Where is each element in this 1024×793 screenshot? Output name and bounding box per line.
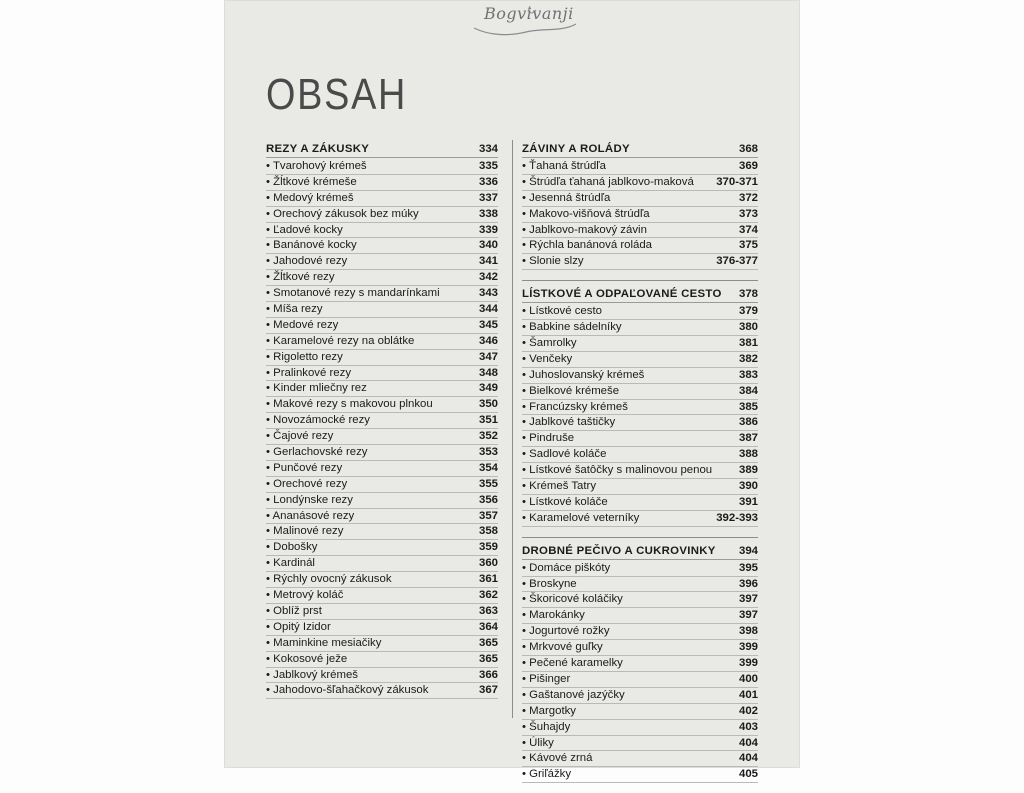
toc-entry[interactable]	[522, 207, 758, 223]
toc-entry-title: • Jahodovo-šľahačkový zákusok	[266, 684, 429, 697]
toc-entry[interactable]	[266, 572, 498, 588]
toc-entry-page-number: 365	[478, 636, 498, 649]
toc-entry-title: • Maminkine mesiačiky	[266, 636, 382, 649]
section-page-number: 368	[738, 143, 758, 155]
toc-entry[interactable]	[266, 477, 498, 493]
toc-entry-title: • Jablkové taštičky	[522, 416, 616, 429]
toc-entry[interactable]	[522, 495, 758, 511]
toc-entry-title: • Kinder mliečny rez	[266, 382, 367, 395]
toc-entry-title: • Medové rezy	[266, 318, 339, 331]
toc-entry-page-number: 343	[478, 287, 498, 300]
toc-entry[interactable]	[266, 334, 498, 350]
toc-entry-title: • Lístkové šatôčky s malinovou penou	[522, 464, 713, 477]
toc-entry-page-number: 372	[738, 191, 758, 204]
toc-entry-title: • Ťahaná štrúdľa	[522, 160, 606, 172]
toc-entry-title: • Čajové rezy	[266, 430, 334, 443]
toc-entry-title: • Slonie slzy	[522, 255, 584, 268]
toc-entry[interactable]	[522, 736, 758, 752]
toc-entry[interactable]	[266, 588, 498, 604]
toc-entry-page-number: 370-371	[716, 175, 758, 188]
toc-entry-page-number: 344	[478, 303, 498, 316]
toc-entry-title: • Kokosové ježe	[266, 652, 348, 665]
toc-entry[interactable]	[266, 318, 498, 334]
toc-entry-page-number: 340	[478, 239, 498, 252]
toc-entry-page-number: 354	[478, 461, 498, 474]
toc-entry[interactable]	[266, 604, 498, 620]
toc-entry-title: • Žĺtkové krémeše	[266, 175, 357, 188]
toc-entry[interactable]	[522, 336, 758, 352]
toc-entry-page-number: 373	[738, 207, 758, 220]
toc-entry-page-number: 402	[738, 704, 758, 717]
toc-entry-title: • Jesenná štrúdľa	[522, 191, 611, 204]
section-separator	[522, 280, 758, 281]
toc-entry-page-number: 396	[738, 577, 758, 590]
toc-left-column	[266, 142, 498, 709]
toc-section-heading[interactable]	[522, 142, 758, 158]
section-page-number: 378	[738, 288, 758, 301]
toc-entry-title: • Banánové kocky	[266, 239, 357, 252]
toc-entry-page-number: 339	[478, 223, 498, 236]
toc-entry-page-number: 376-377	[716, 255, 758, 268]
toc-entry-page-number: 357	[478, 509, 498, 522]
toc-entry-title: • Ananásové rezy	[266, 509, 355, 522]
toc-entry-title: • Smotanové rezy s mandarínkami	[266, 287, 440, 300]
toc-entry-page-number: 336	[478, 175, 498, 188]
toc-entry-title: • Tvarohový krémeš	[266, 160, 367, 172]
toc-entry[interactable]	[522, 400, 758, 416]
toc-entry-title: • Oblíž prst	[266, 604, 322, 617]
toc-entry-page-number: 382	[738, 352, 758, 365]
toc-entry[interactable]	[266, 191, 498, 207]
toc-entry[interactable]	[266, 445, 498, 461]
toc-entry-title: • Malinové rezy	[266, 525, 344, 538]
toc-entry-page-number: 355	[478, 477, 498, 490]
toc-entry-page-number: 359	[478, 541, 498, 554]
toc-entry-page-number: 349	[478, 382, 498, 395]
page-title: OBSAH	[266, 70, 408, 119]
toc-entry-title: • Karamelové veterníky	[522, 511, 640, 524]
toc-entry-title: • Makové rezy s makovou plnkou	[266, 398, 433, 411]
toc-entry-title: • Mrkvové guľky	[522, 641, 603, 654]
toc-section-heading[interactable]	[522, 544, 758, 560]
toc-entry-page-number: 404	[738, 752, 758, 765]
toc-section	[522, 142, 758, 270]
toc-entry-page-number: 381	[738, 337, 758, 350]
toc-entry-page-number: 397	[738, 593, 758, 606]
toc-entry[interactable]	[266, 668, 498, 684]
toc-entry[interactable]	[522, 561, 758, 577]
toc-entry-page-number: 351	[478, 414, 498, 427]
toc-entry-title: • Rýchly ovocný zákusok	[266, 573, 392, 586]
toc-entry-title: • Kávové zrná	[522, 752, 593, 765]
toc-entry-title: • Venčeky	[522, 352, 573, 365]
toc-entry[interactable]	[266, 540, 498, 556]
toc-entry-page-number: 400	[738, 672, 758, 685]
toc-entry-page-number: 358	[478, 525, 498, 538]
toc-entry-page-number: 380	[738, 321, 758, 334]
toc-entry[interactable]	[522, 767, 758, 783]
toc-entry-title: • Orechové rezy	[266, 477, 348, 490]
toc-entry[interactable]	[522, 447, 758, 463]
toc-entry-page-number: 352	[478, 430, 498, 443]
toc-entry-page-number: 401	[738, 688, 758, 701]
toc-entry-title: • Rýchla banánová roláda	[522, 239, 653, 252]
section-separator	[522, 537, 758, 538]
toc-entry[interactable]	[522, 304, 758, 320]
section-page-number: 394	[738, 544, 758, 557]
toc-entry[interactable]	[266, 286, 498, 302]
toc-entry-page-number: 338	[478, 207, 498, 220]
toc-entry-page-number: 337	[478, 191, 498, 204]
toc-entry-title: • Punčové rezy	[266, 461, 343, 474]
toc-entry-page-number: 391	[738, 495, 758, 508]
toc-entry[interactable]	[522, 640, 758, 656]
toc-entry[interactable]	[266, 350, 498, 366]
toc-entry-page-number: 392-393	[716, 511, 758, 524]
toc-entry-title: • Míša rezy	[266, 303, 323, 316]
column-divider	[512, 140, 513, 718]
toc-entry-page-number: 384	[738, 384, 758, 397]
toc-entry-title: • Opitý Izidor	[266, 620, 331, 633]
toc-entry-page-number: 390	[738, 480, 758, 493]
toc-entry[interactable]	[266, 159, 498, 175]
toc-entry-title: • Rigoletto rezy	[266, 350, 343, 363]
toc-entry-page-number: 397	[738, 609, 758, 622]
toc-entry-page-number: 348	[478, 366, 498, 379]
toc-entry-page-number: 387	[738, 432, 758, 445]
toc-entry-title: • Londýnske rezy	[266, 493, 353, 506]
toc-entry[interactable]	[522, 159, 758, 175]
toc-entry-page-number: 385	[738, 400, 758, 413]
toc-entry[interactable]	[266, 429, 498, 445]
toc-entry-page-number: 342	[478, 271, 498, 284]
toc-section	[522, 287, 758, 526]
toc-entry-page-number: 365	[478, 652, 498, 665]
toc-entry[interactable]	[522, 320, 758, 336]
toc-section-heading[interactable]	[522, 287, 758, 303]
toc-entry[interactable]	[522, 463, 758, 479]
toc-right-column	[522, 142, 758, 793]
toc-entry-title: • Pečené karamelky	[522, 657, 623, 670]
toc-entry[interactable]	[522, 704, 758, 720]
toc-entry[interactable]	[522, 175, 758, 191]
toc-entry-title: • Dobošky	[266, 541, 318, 554]
toc-entry-title: • Medový krémeš	[266, 191, 354, 204]
toc-entry-page-number: 398	[738, 625, 758, 638]
toc-entry-page-number: 363	[478, 604, 498, 617]
toc-entry[interactable]	[522, 254, 758, 270]
toc-entry-title: • Jahodové rezy	[266, 255, 348, 268]
toc-entry[interactable]	[266, 493, 498, 509]
toc-entry-title: • Gerlachovské rezy	[266, 446, 368, 459]
toc-entry-page-number: 389	[738, 464, 758, 477]
toc-entry[interactable]	[266, 223, 498, 239]
toc-entry-title: • Karamelové rezy na oblátke	[266, 334, 415, 347]
section-heading-text: ZÁVINY A ROLÁDY	[522, 143, 630, 155]
section-page-number: 334	[478, 143, 498, 155]
toc-entry-title: • Jablkový krémeš	[266, 668, 358, 681]
toc-entry-title: • Gaštanové jazýčky	[522, 688, 625, 701]
toc-entry-page-number: 345	[478, 318, 498, 331]
book-logo-text: Bogvivanji	[484, 4, 574, 23]
toc-entry-title: • Makovo-višňová štrúdľa	[522, 207, 650, 220]
toc-entry-page-number: 356	[478, 493, 498, 506]
toc-entry-title: • Krémeš Tatry	[522, 480, 597, 493]
toc-entry-title: • Broskyne	[522, 577, 577, 590]
toc-entry[interactable]	[522, 608, 758, 624]
toc-entry-page-number: 405	[738, 768, 758, 781]
toc-entry[interactable]	[522, 656, 758, 672]
toc-entry[interactable]	[266, 238, 498, 254]
toc-entry-page-number: 366	[478, 668, 498, 681]
section-heading-text: LÍSTKOVÉ A ODPAĽOVANÉ CESTO	[522, 288, 722, 301]
toc-entry-title: • Metrový koláč	[266, 589, 344, 602]
toc-entry[interactable]	[522, 368, 758, 384]
toc-entry[interactable]	[522, 415, 758, 431]
toc-entry[interactable]	[266, 413, 498, 429]
toc-entry-title: • Domáce piškóty	[522, 561, 611, 574]
toc-entry-page-number: 364	[478, 620, 498, 633]
toc-entry-page-number: 383	[738, 368, 758, 381]
toc-entry-page-number: 362	[478, 589, 498, 602]
toc-entry[interactable]	[522, 238, 758, 254]
toc-entry-title: • Griľážky	[522, 768, 572, 781]
toc-entry[interactable]	[522, 479, 758, 495]
toc-entry[interactable]	[522, 384, 758, 400]
toc-entry-title: • Lístkové cesto	[522, 305, 602, 318]
toc-section	[266, 142, 498, 699]
toc-entry-title: • Bielkové krémeše	[522, 384, 620, 397]
toc-entry-page-number: 374	[738, 223, 758, 236]
toc-entry-title: • Škoricové koláčiky	[522, 593, 623, 606]
toc-entry-title: • Kardinál	[266, 557, 315, 570]
toc-entry[interactable]	[522, 592, 758, 608]
toc-entry-title: • Juhoslovanský krémeš	[522, 368, 645, 381]
toc-entry-title: • Novozámocké rezy	[266, 414, 371, 427]
toc-entry[interactable]	[266, 524, 498, 540]
toc-entry[interactable]	[522, 431, 758, 447]
toc-entry[interactable]	[266, 270, 498, 286]
toc-entry-page-number: 403	[738, 720, 758, 733]
toc-entry-page-number: 395	[738, 561, 758, 574]
toc-entry-title: • Štrúdľa ťahaná jablkovo-maková	[522, 175, 694, 188]
toc-entry[interactable]	[266, 207, 498, 223]
toc-section-heading[interactable]	[266, 142, 498, 158]
toc-entry-page-number: 347	[478, 350, 498, 363]
toc-entry[interactable]	[522, 191, 758, 207]
toc-entry-page-number: 335	[478, 160, 498, 172]
toc-entry-page-number: 341	[478, 255, 498, 268]
toc-entry[interactable]	[266, 509, 498, 525]
toc-entry-title: • Jablkovo-makový závin	[522, 223, 647, 236]
toc-entry[interactable]	[266, 683, 498, 699]
toc-entry[interactable]	[266, 620, 498, 636]
toc-entry[interactable]	[266, 652, 498, 668]
toc-entry-title: • Pindruše	[522, 432, 575, 445]
toc-entry[interactable]	[266, 302, 498, 318]
toc-entry-title: • Šamrolky	[522, 337, 577, 350]
toc-entry-page-number: 388	[738, 448, 758, 461]
toc-entry[interactable]	[266, 556, 498, 572]
toc-entry-page-number: 350	[478, 398, 498, 411]
toc-entry-title: • Šuhajdy	[522, 720, 571, 733]
toc-entry-page-number: 375	[738, 239, 758, 252]
toc-entry-title: • Pralinkové rezy	[266, 366, 352, 379]
toc-entry[interactable]	[266, 636, 498, 652]
toc-entry-page-number: 361	[478, 573, 498, 586]
toc-entry-page-number: 399	[738, 657, 758, 670]
toc-entry-page-number: 404	[738, 736, 758, 749]
toc-entry-page-number: 360	[478, 557, 498, 570]
toc-entry[interactable]	[522, 751, 758, 767]
toc-entry[interactable]	[522, 720, 758, 736]
toc-entry[interactable]	[522, 577, 758, 593]
toc-entry[interactable]	[522, 624, 758, 640]
toc-entry-title: • Marokánky	[522, 609, 585, 622]
toc-entry-title: • Sadlové koláče	[522, 448, 607, 461]
toc-entry[interactable]	[522, 688, 758, 704]
toc-section	[522, 544, 758, 783]
toc-entry-title: • Lístkové koláče	[522, 495, 608, 508]
toc-entry[interactable]	[522, 511, 758, 527]
toc-entry[interactable]	[522, 352, 758, 368]
toc-entry[interactable]	[266, 461, 498, 477]
toc-entry-title: • Žĺtkové rezy	[266, 271, 335, 284]
toc-entry-page-number: 369	[738, 160, 758, 172]
toc-entry-title: • Pišinger	[522, 672, 571, 685]
toc-entry[interactable]	[522, 223, 758, 239]
toc-entry[interactable]	[266, 366, 498, 382]
toc-entry-page-number: 399	[738, 641, 758, 654]
toc-entry-title: • Margotky	[522, 704, 576, 717]
toc-entry-title: • Úliky	[522, 736, 554, 749]
section-heading-text: DROBNÉ PEČIVO A CUKROVINKY	[522, 544, 716, 557]
toc-entry-title: • Jogurtové rožky	[522, 625, 610, 638]
toc-entry-page-number: 346	[478, 334, 498, 347]
toc-entry[interactable]	[266, 254, 498, 270]
toc-entry-title: • Ľadové kocky	[266, 223, 343, 236]
toc-entry-title: • Babkine sádelníky	[522, 321, 622, 334]
toc-entry[interactable]	[266, 397, 498, 413]
toc-entry[interactable]	[266, 175, 498, 191]
toc-entry-title: • Orechový zákusok bez múky	[266, 207, 419, 220]
toc-entry-page-number: 367	[478, 684, 498, 697]
toc-entry[interactable]	[522, 672, 758, 688]
section-heading-text: REZY A ZÁKUSKY	[266, 143, 370, 155]
toc-entry-page-number: 353	[478, 446, 498, 459]
toc-entry-page-number: 386	[738, 416, 758, 429]
toc-entry-title: • Francúzsky krémeš	[522, 400, 628, 413]
toc-entry[interactable]	[266, 381, 498, 397]
toc-entry-page-number: 379	[738, 305, 758, 318]
